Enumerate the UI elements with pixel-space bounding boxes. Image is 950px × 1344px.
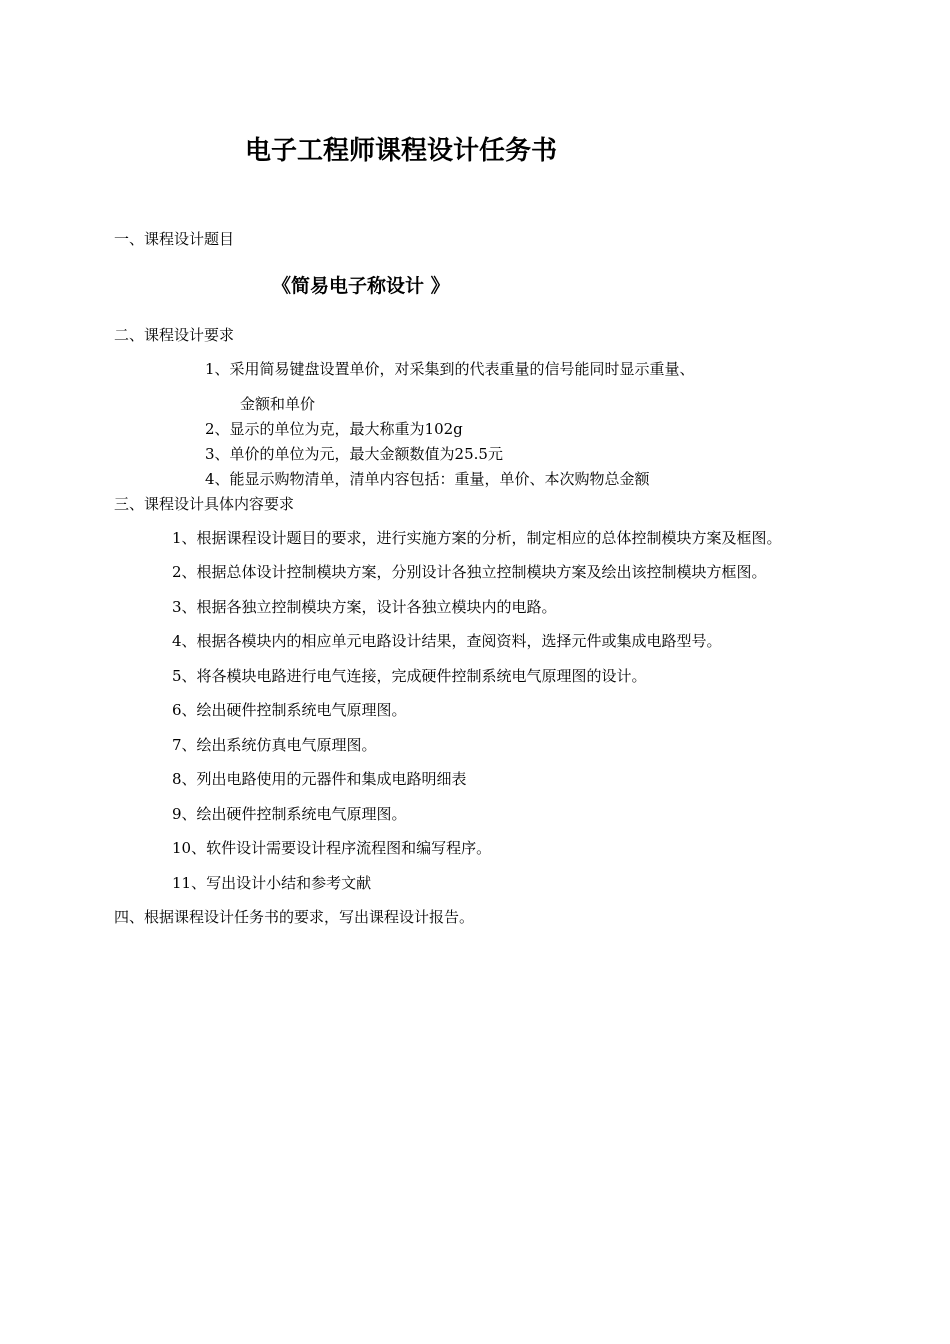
content-item: 4、根据各模块内的相应单元电路设计结果，查阅资料，选择元件或集成电路型号。 [172,632,722,650]
content-item: 5、将各模块电路进行电气连接，完成硬件控制系统电气原理图的设计。 [172,667,647,685]
content-item: 9、绘出硬件控制系统电气原理图。 [172,805,407,823]
content-item: 11、写出设计小结和参考文献 [172,874,372,892]
section4-heading: 四、根据课程设计任务书的要求，写出课程设计报告。 [114,908,475,926]
content-item: 10、软件设计需要设计程序流程图和编写程序。 [172,839,492,857]
content-item: 8、列出电路使用的元器件和集成电路明细表 [172,770,467,788]
requirement-item-continuation: 金额和单价 [240,395,316,413]
requirement-item: 1、采用简易键盘设置单价，对采集到的代表重量的信号能同时显示重量、 [205,360,695,378]
section2-heading: 二、课程设计要求 [114,326,235,344]
document-title: 电子工程师课程设计任务书 [245,136,558,166]
requirement-item: 3、单价的单位为元，最大金额数值为25.5元 [205,445,503,463]
content-item: 3、根据各独立控制模块方案，设计各独立模块内的电路。 [172,598,557,616]
section1-heading: 一、课程设计题目 [114,230,235,248]
course-subject: 《简易电子称设计 》 [272,275,450,297]
requirement-item: 4、能显示购物清单，清单内容包括：重量，单价、本次购物总金额 [205,470,650,488]
content-item: 7、绘出系统仿真电气原理图。 [172,736,377,754]
content-item: 2、根据总体设计控制模块方案，分别设计各独立控制模块方案及绘出该控制模块方框图。 [172,563,767,581]
content-item: 1、根据课程设计题目的要求，进行实施方案的分析，制定相应的总体控制模块方案及框图。 [172,529,782,547]
content-item: 6、绘出硬件控制系统电气原理图。 [172,701,407,719]
requirement-item: 2、显示的单位为克，最大称重为102g [205,420,463,438]
section3-heading: 三、课程设计具体内容要求 [114,495,295,513]
